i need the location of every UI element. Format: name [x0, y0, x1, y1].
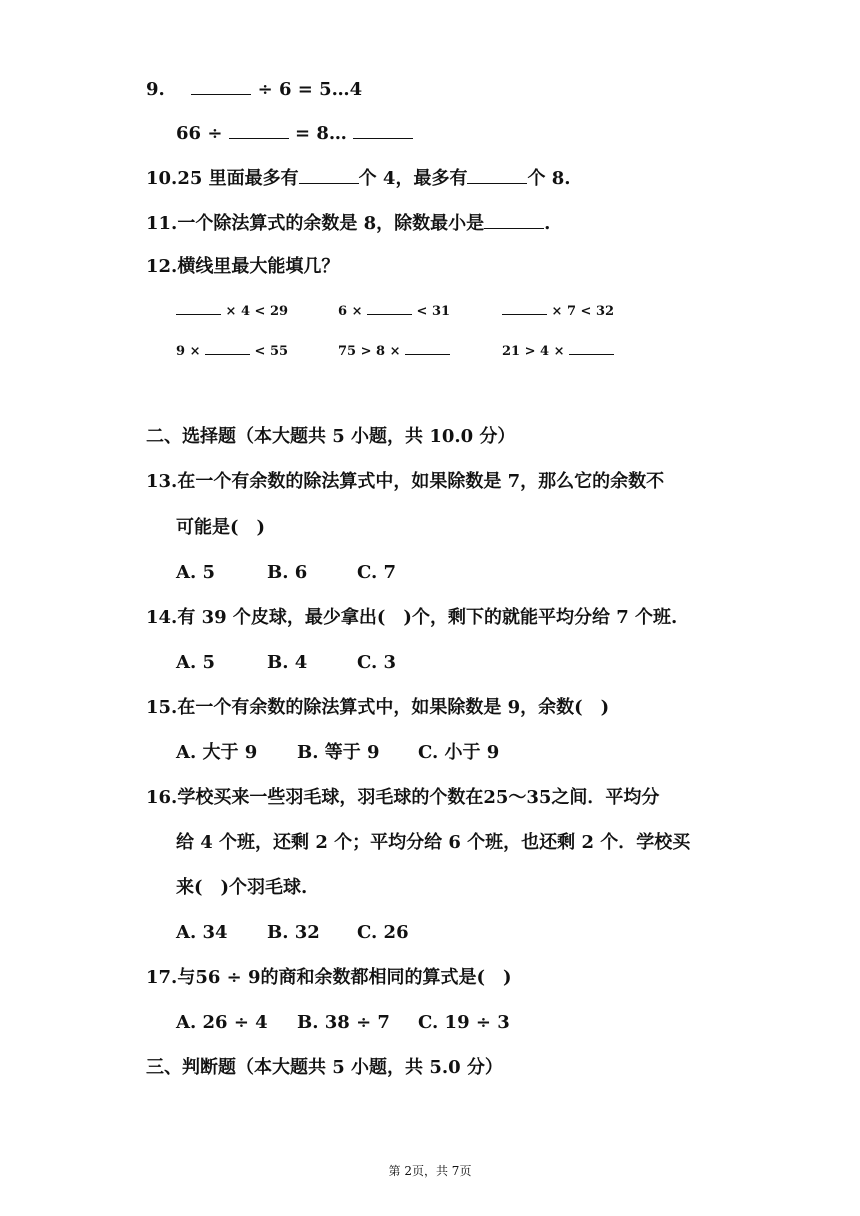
- question-number: 11.: [146, 213, 178, 234]
- question-16-line2: 给 4 个班，还剩 2 个；平均分给 6 个班，也还剩 2 个．学校买: [176, 832, 691, 853]
- question-number: 16.: [146, 787, 178, 808]
- question-17: [146, 966, 512, 990]
- question-14: [146, 606, 677, 630]
- answer-blank[interactable]: [176, 301, 221, 315]
- options-14: [176, 651, 396, 675]
- option-b[interactable]: B. 等于 9: [297, 742, 380, 763]
- fill-item-4: [176, 340, 288, 364]
- answer-blank[interactable]: [299, 165, 359, 184]
- equation-text: ÷ 6 = 5…4: [257, 79, 363, 100]
- equation-text: = 8…: [294, 123, 347, 144]
- equation-text: 66 ÷: [176, 123, 223, 144]
- option-a[interactable]: A. 5: [176, 652, 216, 673]
- question-text: 学校买来一些羽毛球，羽毛球的个数在25～35之间．平均分: [177, 787, 660, 808]
- option-c[interactable]: C. 小于 9: [418, 742, 500, 763]
- option-a[interactable]: A. 34: [176, 922, 228, 943]
- answer-blank[interactable]: [405, 341, 450, 355]
- option-b[interactable]: B. 4: [267, 652, 308, 673]
- fill-item-3: [502, 300, 614, 324]
- question-number: 12.: [146, 256, 178, 277]
- question-number: 15.: [146, 697, 178, 718]
- answer-blank[interactable]: [467, 165, 527, 184]
- section-heading-2: 二、选择题（本大题共 5 小题，共 10.0 分）: [146, 426, 516, 447]
- question-10: [146, 165, 571, 191]
- section-heading-3: 三、判断题（本大题共 5 小题，共 5.0 分）: [146, 1057, 503, 1078]
- answer-blank[interactable]: [353, 120, 413, 139]
- question-text: 在一个有余数的除法算式中，如果除数是 9，余数( ): [177, 697, 610, 718]
- question-15: [146, 696, 609, 720]
- options-17: [176, 1011, 510, 1035]
- options-15: [176, 741, 499, 765]
- question-number: 14.: [146, 607, 178, 628]
- option-b[interactable]: B. 38 ÷ 7: [297, 1012, 390, 1033]
- option-c[interactable]: C. 7: [357, 562, 397, 583]
- option-c[interactable]: C. 26: [357, 922, 409, 943]
- fill-item-5: [338, 340, 450, 364]
- inequality-text: < 55: [254, 344, 289, 359]
- question-number: 17.: [146, 967, 178, 988]
- question-text: .: [544, 213, 551, 234]
- answer-blank[interactable]: [367, 301, 412, 315]
- question-number: 9.: [146, 79, 165, 100]
- option-c[interactable]: C. 3: [357, 652, 397, 673]
- question-9-line2: [176, 120, 413, 146]
- question-number: 13.: [146, 471, 178, 492]
- answer-blank[interactable]: [502, 301, 547, 315]
- question-16-line3: 来( )个羽毛球.: [176, 877, 308, 898]
- options-16: [176, 921, 409, 945]
- option-a[interactable]: A. 大于 9: [176, 742, 258, 763]
- question-text: 有 39 个皮球，最少拿出( )个，剩下的就能平均分给 7 个班.: [177, 607, 678, 628]
- page-footer: 第 2页，共 7页: [388, 1164, 472, 1178]
- question-text: 横线里最大能填几？: [177, 256, 340, 277]
- fill-item-1: [176, 300, 288, 324]
- inequality-text: × 4 < 29: [225, 304, 289, 319]
- question-text: 个 4，最多有: [358, 168, 468, 189]
- inequality-text: < 31: [416, 304, 451, 319]
- option-b[interactable]: B. 32: [267, 922, 320, 943]
- fill-item-2: [338, 300, 450, 324]
- question-13-line2: 可能是( ): [176, 517, 266, 538]
- question-12: [146, 255, 339, 279]
- question-13: [146, 470, 664, 494]
- inequality-text: 21 > 4 ×: [502, 344, 565, 359]
- question-text: 一个除法算式的余数是 8，除数最小是: [177, 213, 485, 234]
- question-text: 与56 ÷ 9的商和余数都相同的算式是( ): [177, 967, 512, 988]
- question-text: 25 里面最多有: [177, 168, 299, 189]
- fill-item-6: [502, 340, 614, 364]
- question-16: [146, 786, 659, 810]
- answer-blank[interactable]: [205, 341, 250, 355]
- option-a[interactable]: A. 5: [176, 562, 216, 583]
- inequality-text: 6 ×: [338, 304, 363, 319]
- inequality-text: 75 > 8 ×: [338, 344, 401, 359]
- question-9-line1: [146, 76, 362, 102]
- question-number: 10.: [146, 168, 178, 189]
- answer-blank[interactable]: [191, 76, 251, 95]
- answer-blank[interactable]: [484, 210, 544, 229]
- inequality-text: 9 ×: [176, 344, 201, 359]
- question-11: [146, 210, 550, 236]
- question-text: 在一个有余数的除法算式中，如果除数是 7，那么它的余数不: [177, 471, 665, 492]
- option-c[interactable]: C. 19 ÷ 3: [418, 1012, 510, 1033]
- question-text: 个 8.: [527, 168, 571, 189]
- option-b[interactable]: B. 6: [267, 562, 308, 583]
- answer-blank[interactable]: [569, 341, 614, 355]
- option-a[interactable]: A. 26 ÷ 4: [176, 1012, 268, 1033]
- inequality-text: × 7 < 32: [551, 304, 615, 319]
- options-13: [176, 561, 396, 585]
- answer-blank[interactable]: [229, 120, 289, 139]
